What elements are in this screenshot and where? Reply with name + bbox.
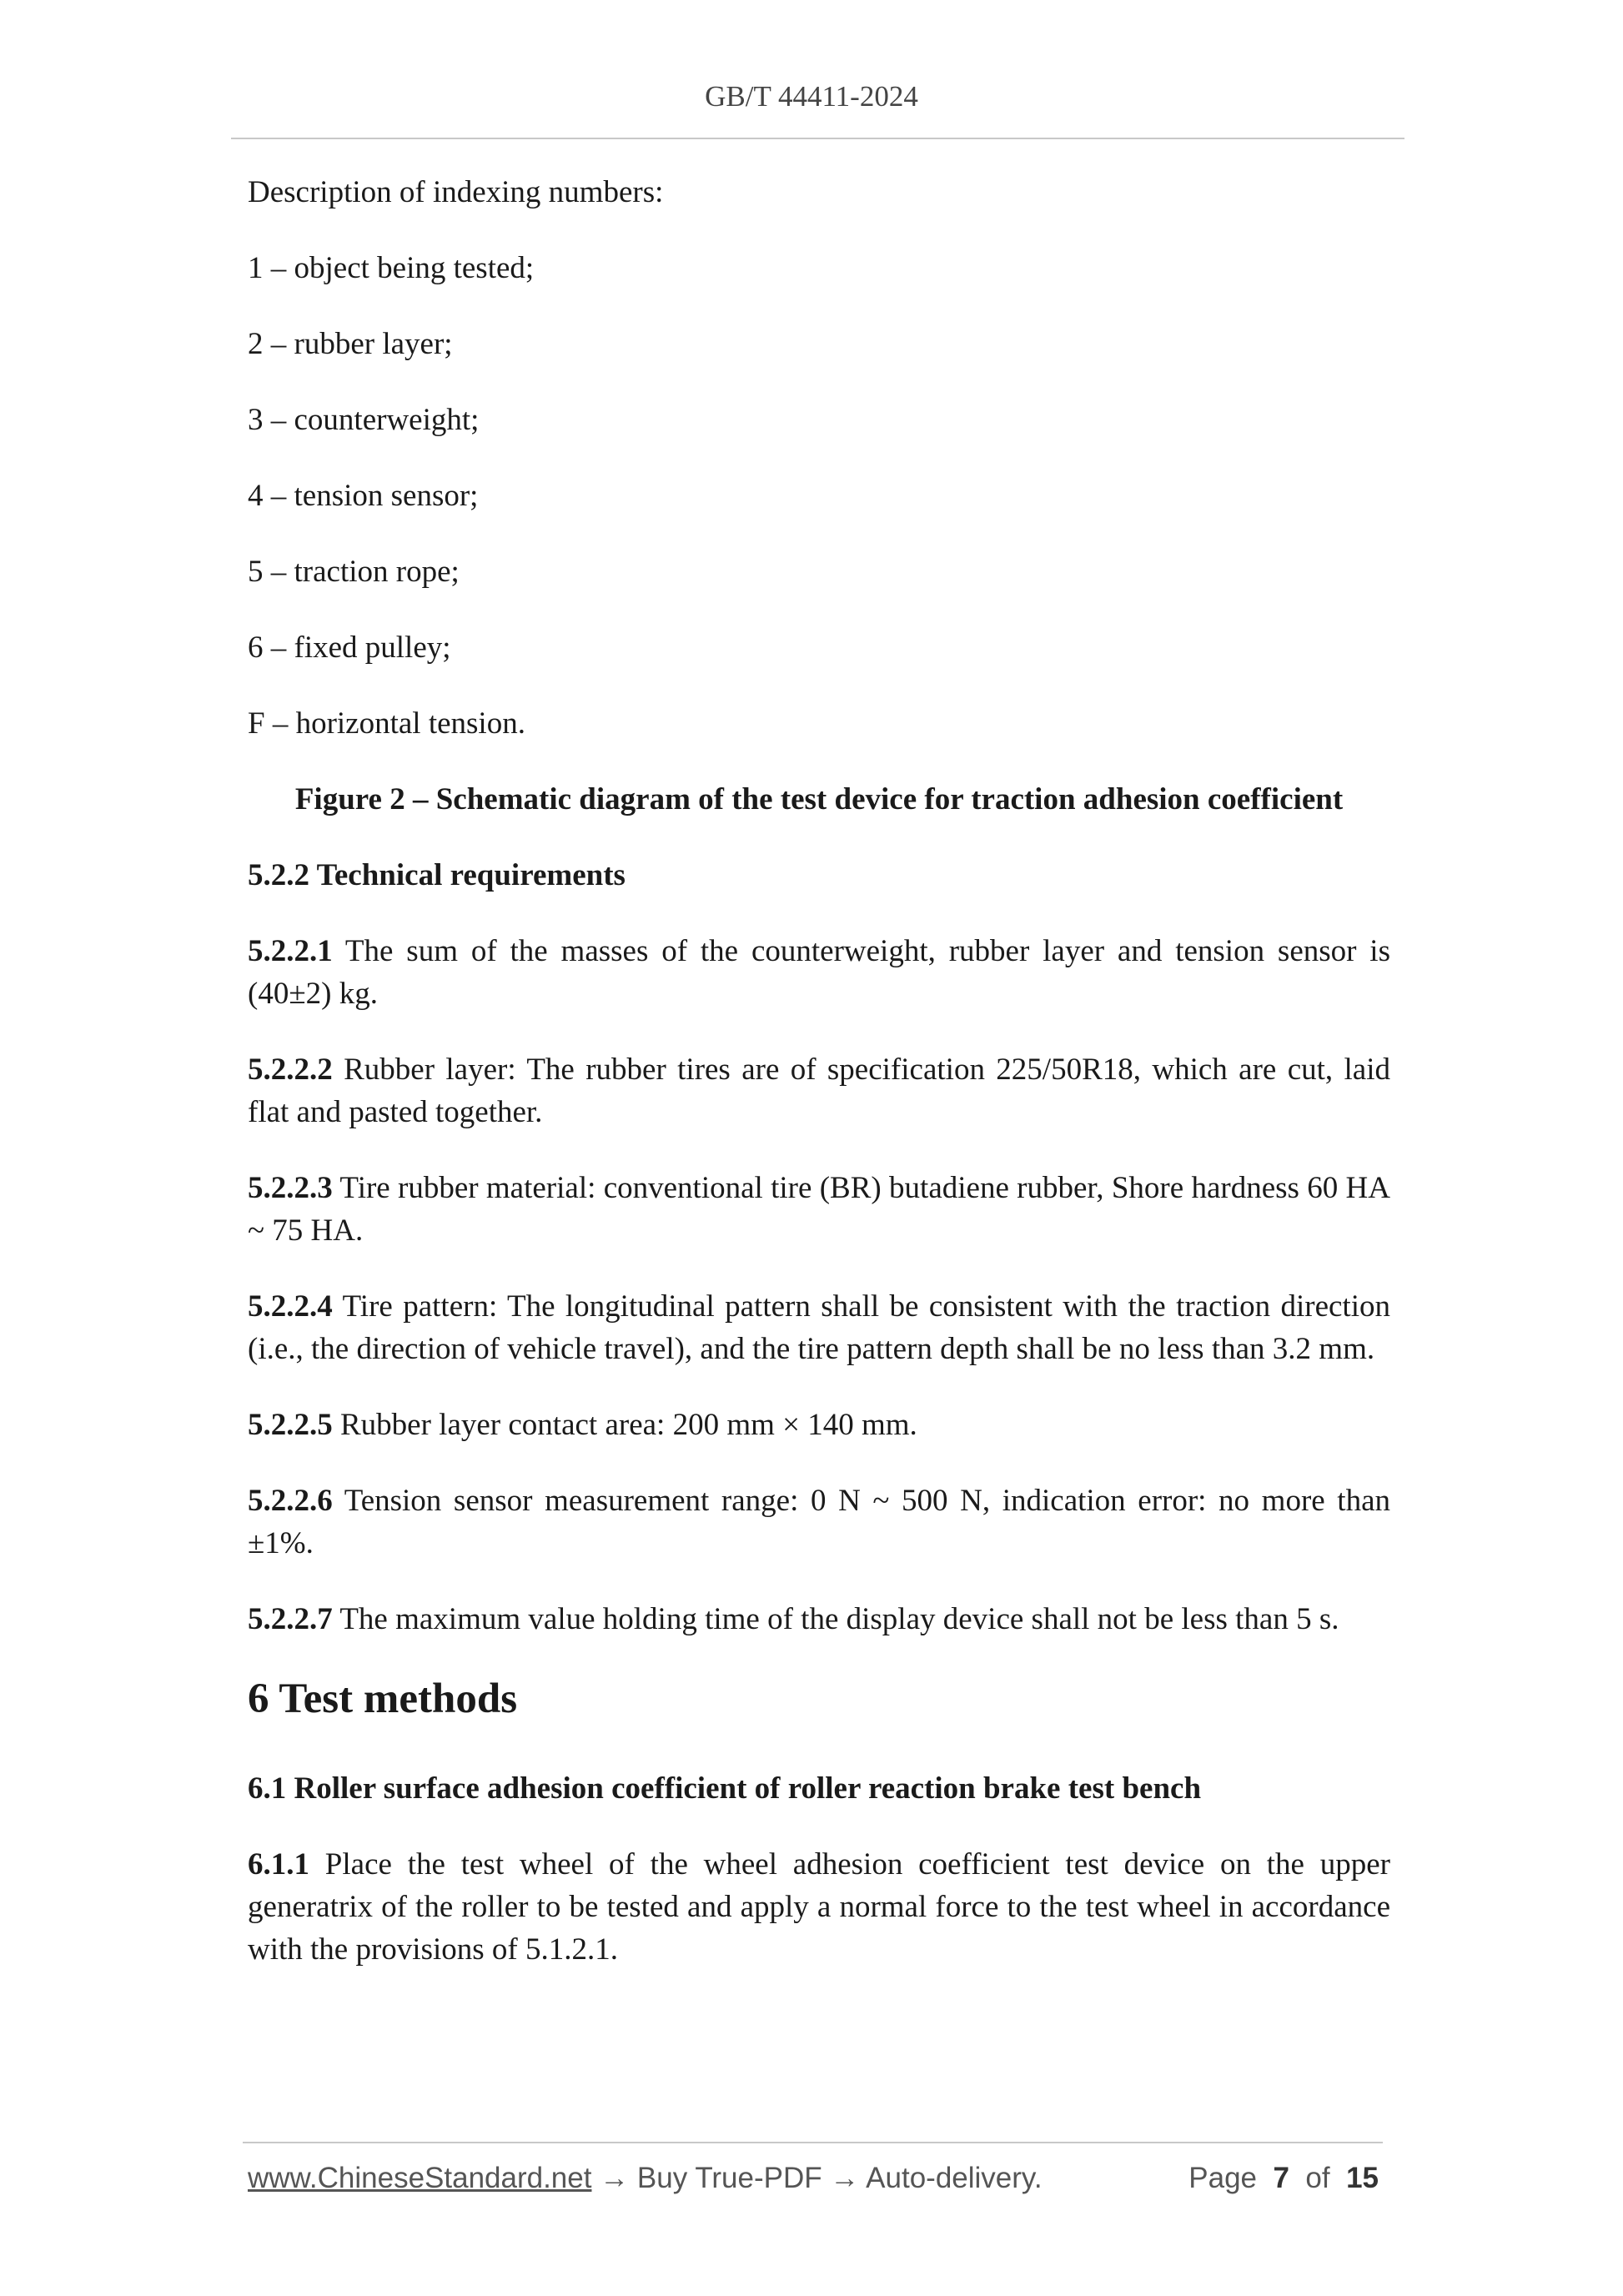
page-of: of (1305, 2162, 1330, 2194)
legend-item: 4 – tension sensor; (248, 479, 479, 513)
figure-caption: Figure 2 – Schematic diagram of the test device for traction adhesion coefficient (294, 782, 1344, 816)
section-heading-6-1: 6.1 Roller surface adhesion coefficient of roller reaction brake test bench (248, 1771, 1202, 1806)
clause-number: 5.2.2.3 (248, 1171, 333, 1205)
legend-item: 2 – rubber layer; (248, 327, 453, 361)
clause-5-2-2-2 (248, 1048, 1390, 1133)
page-header (0, 80, 1623, 113)
chapter-heading-6: 6 Test methods (248, 1676, 518, 1722)
clause-text: Tire pattern: The longitudinal pattern shall be consistent with the traction direction (i.e., the direction of vehicle travel), and the tire pattern depth shall be no less than 3.2 mm. (248, 1289, 1390, 1366)
clause-number: 6.1.1 (248, 1847, 309, 1882)
clause-5-2-2-6 (248, 1480, 1390, 1565)
clause-text: Rubber layer: The rubber tires are of specification 225/50R18, which are cut, laid flat and pasted together. (248, 1053, 1390, 1129)
clause-text: Tire rubber material: conventional tire (BR) butadiene rubber, Shore hardness 60 HA ~ 75 HA. (248, 1171, 1390, 1248)
page-indicator (1188, 2162, 1379, 2195)
section-heading-5-2-2: 5.2.2 Technical requirements (248, 858, 626, 892)
clause-6-1-1 (248, 1843, 1390, 1971)
page-current: 7 (1273, 2162, 1289, 2194)
clause-5-2-2-4 (248, 1285, 1390, 1370)
clause-number: 5.2.2.4 (248, 1289, 333, 1324)
clause-text: The maximum value holding time of the display device shall not be less than 5 s. (332, 1602, 1339, 1636)
clause-number: 5.2.2.6 (248, 1484, 333, 1518)
legend-item: 1 – object being tested; (248, 251, 535, 285)
footer-tagline: → Buy True-PDF → Auto-delivery. (591, 2162, 1043, 2194)
footer-promo (248, 2162, 1043, 2195)
clause-number: 5.2.2.7 (248, 1602, 333, 1636)
page-total: 15 (1346, 2162, 1379, 2194)
page-word: Page (1188, 2162, 1258, 2194)
page-body (248, 171, 1390, 2004)
footer-divider (243, 2142, 1383, 2143)
document-number: GB/T 44411-2024 (705, 80, 918, 113)
legend-item: 6 – fixed pulley; (248, 631, 451, 665)
header-divider (231, 138, 1404, 139)
clause-text: Tension sensor measurement range: 0 N ~ 500 N, indication error: no more than ±1%. (248, 1484, 1390, 1560)
legend-title: Description of indexing numbers: (248, 175, 664, 209)
legend-item: F – horizontal tension. (248, 706, 525, 741)
clause-number: 5.2.2.2 (248, 1053, 333, 1087)
clause-number: 5.2.2.5 (248, 1408, 333, 1442)
clause-5-2-2-5 (248, 1404, 1390, 1446)
clause-text: Place the test wheel of the wheel adhesion coefficient test device on the upper generatrix of the roller to be tested and apply a normal force to the test wheel in accordance with the provisions of 5.1.2.1. (248, 1847, 1390, 1967)
clause-text: Rubber layer contact area: 200 mm × 140 mm. (332, 1408, 917, 1442)
clause-number: 5.2.2.1 (248, 934, 333, 968)
clause-5-2-2-1 (248, 930, 1390, 1015)
clause-5-2-2-7 (248, 1598, 1390, 1640)
legend-item: 5 – traction rope; (248, 555, 460, 589)
legend-item: 3 – counterweight; (248, 403, 480, 437)
site-link[interactable]: www.ChineseStandard.net (248, 2162, 592, 2194)
clause-text: The sum of the masses of the counterweight, rubber layer and tension sensor is (40±2) kg. (248, 934, 1390, 1011)
clause-5-2-2-3 (248, 1167, 1390, 1252)
